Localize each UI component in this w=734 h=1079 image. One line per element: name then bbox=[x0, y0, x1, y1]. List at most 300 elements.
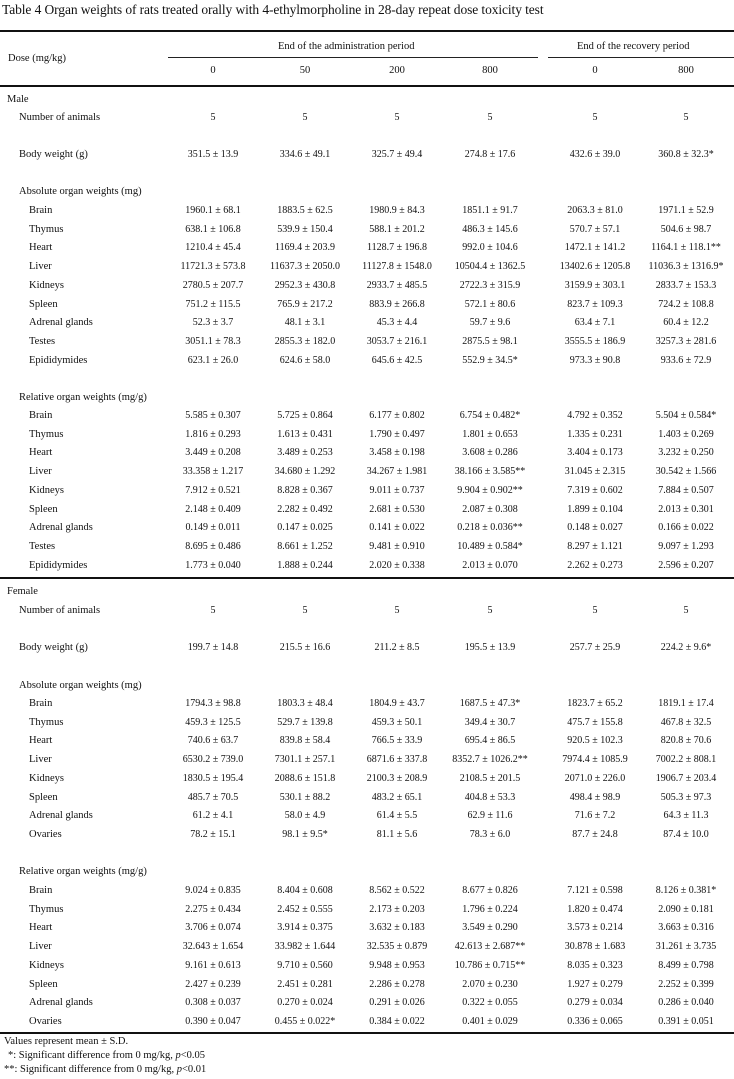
table-row bbox=[0, 773, 734, 787]
table-cell: 3.608 ± 0.286 bbox=[462, 447, 518, 459]
table-cell: 3.549 ± 0.290 bbox=[462, 922, 518, 934]
table-cell: 9.161 ± 0.613 bbox=[185, 959, 241, 971]
footnote-p005 bbox=[8, 1050, 205, 1061]
table-cell: 71.6 ± 7.2 bbox=[574, 810, 616, 822]
row-label: Body weight (g) bbox=[19, 642, 88, 653]
table-cell: 1.927 ± 0.279 bbox=[567, 978, 623, 990]
table-cell: 2.451 ± 0.281 bbox=[277, 978, 333, 990]
body-weight-row bbox=[0, 149, 734, 163]
table-cell: 1.613 ± 0.431 bbox=[277, 428, 333, 440]
table-row bbox=[0, 447, 734, 461]
row-label: Brain bbox=[29, 698, 53, 709]
table-cell: 360.8 ± 32.3* bbox=[658, 149, 714, 160]
table-cell: 211.2 ± 8.5 bbox=[374, 642, 420, 653]
row-label: Epididymides bbox=[29, 559, 88, 571]
row-label: Spleen bbox=[29, 978, 58, 990]
row-label: Adrenal glands bbox=[29, 997, 93, 1009]
dose-column-header: 0 bbox=[592, 65, 598, 76]
table-cell: 765.9 ± 217.2 bbox=[277, 298, 333, 310]
table-cell: 0.279 ± 0.034 bbox=[567, 997, 623, 1009]
table-cell: 10.786 ± 0.715** bbox=[454, 959, 526, 971]
table-cell: 30.542 ± 1.566 bbox=[655, 466, 717, 478]
table-cell: 2.262 ± 0.273 bbox=[567, 559, 623, 571]
table-cell: 992.0 ± 104.6 bbox=[462, 242, 518, 254]
footnote-text: : Significant difference from 0 mg/kg, bbox=[14, 1064, 177, 1075]
table-cell: 7.121 ± 0.598 bbox=[567, 885, 623, 896]
table-cell: 32.643 ± 1.654 bbox=[182, 941, 244, 953]
table-cell: 33.358 ± 1.217 bbox=[182, 466, 244, 478]
table-cell: 2100.3 ± 208.9 bbox=[366, 772, 428, 784]
row-label: Kidneys bbox=[29, 959, 64, 971]
table-row bbox=[0, 299, 734, 313]
table-cell: 62.9 ± 11.6 bbox=[467, 810, 513, 822]
table-cell: 0.149 ± 0.011 bbox=[185, 522, 241, 534]
table-cell: 0.141 ± 0.022 bbox=[369, 522, 425, 534]
table-cell: 1164.1 ± 118.1** bbox=[651, 242, 721, 254]
footnote-threshold: <0.01 bbox=[181, 1064, 207, 1075]
footnote-values: Values represent mean ± S.D. bbox=[4, 1036, 129, 1047]
table-cell: 0.390 ± 0.047 bbox=[185, 1015, 241, 1027]
table-cell: 1823.7 ± 65.2 bbox=[567, 698, 623, 709]
table-cell: 5 bbox=[394, 112, 400, 123]
row-label: Heart bbox=[29, 447, 53, 459]
table-cell: 257.7 ± 25.9 bbox=[569, 642, 621, 653]
table-cell: 195.5 ± 13.9 bbox=[464, 642, 516, 653]
table-cell: 33.982 ± 1.644 bbox=[274, 941, 336, 953]
table-cell: 59.7 ± 9.6 bbox=[469, 317, 511, 329]
number-of-animals-row bbox=[0, 112, 734, 126]
table-cell: 432.6 ± 39.0 bbox=[569, 149, 621, 160]
absolute-weights-title: Absolute organ weights (mg) bbox=[19, 186, 142, 197]
body-weight-row bbox=[0, 642, 734, 656]
table-cell: 1883.5 ± 62.5 bbox=[277, 205, 333, 216]
table-cell: 0.147 ± 0.025 bbox=[277, 522, 333, 534]
table-cell: 78.2 ± 15.1 bbox=[190, 828, 236, 840]
table-cell: 1906.7 ± 203.4 bbox=[655, 772, 717, 784]
row-label: Testes bbox=[29, 540, 56, 552]
table-cell: 2722.3 ± 315.9 bbox=[459, 279, 521, 291]
row-label: Ovaries bbox=[29, 1015, 62, 1027]
table-cell: 8.035 ± 0.323 bbox=[567, 959, 623, 971]
bottom-rule bbox=[0, 1032, 734, 1034]
table-cell: 1472.1 ± 141.2 bbox=[564, 242, 626, 254]
table-cell: 61.2 ± 4.1 bbox=[192, 810, 234, 822]
table-row bbox=[0, 829, 734, 843]
table-cell: 1210.4 ± 45.4 bbox=[185, 242, 241, 254]
row-label: Testes bbox=[29, 335, 56, 347]
table-cell: 5 bbox=[210, 112, 216, 123]
table-cell: 1.335 ± 0.231 bbox=[567, 428, 623, 440]
row-label: Liver bbox=[29, 466, 52, 478]
table-cell: 8.126 ± 0.381* bbox=[655, 885, 717, 896]
table-cell: 334.6 ± 49.1 bbox=[279, 149, 331, 160]
table-cell: 38.166 ± 3.585** bbox=[454, 466, 526, 478]
table-cell: 98.1 ± 9.5* bbox=[282, 828, 328, 840]
table-cell: 10.489 ± 0.584* bbox=[457, 540, 523, 552]
row-label: Spleen bbox=[29, 503, 58, 515]
table-row bbox=[0, 541, 734, 555]
table-cell: 4.792 ± 0.352 bbox=[567, 410, 623, 421]
table-cell: 31.261 ± 3.735 bbox=[655, 941, 717, 953]
table-cell: 883.9 ± 266.8 bbox=[369, 298, 425, 310]
row-label: Spleen bbox=[29, 298, 58, 310]
table-cell: 8.297 ± 1.121 bbox=[567, 540, 623, 552]
top-rule bbox=[0, 30, 734, 32]
table-cell: 1.796 ± 0.224 bbox=[462, 903, 518, 915]
footnote-threshold: <0.05 bbox=[180, 1050, 206, 1061]
table-cell: 3257.3 ± 281.6 bbox=[655, 335, 717, 347]
table-cell: 2.070 ± 0.230 bbox=[462, 978, 518, 990]
table-cell: 2.681 ± 0.530 bbox=[369, 503, 425, 515]
table-cell: 2071.0 ± 226.0 bbox=[564, 772, 626, 784]
table-row bbox=[0, 810, 734, 824]
table-cell: 1830.5 ± 195.4 bbox=[182, 772, 244, 784]
table-cell: 2.013 ± 0.301 bbox=[658, 503, 714, 515]
footnote-mark: ** bbox=[4, 1064, 15, 1075]
row-label: Number of animals bbox=[19, 605, 101, 616]
relative-weights-title: Relative organ weights (mg/g) bbox=[19, 392, 147, 403]
table-cell: 2933.7 ± 485.5 bbox=[366, 279, 428, 291]
table-cell: 1.790 ± 0.497 bbox=[369, 428, 425, 440]
table-cell: 459.3 ± 125.5 bbox=[185, 716, 241, 728]
table-cell: 8.695 ± 0.486 bbox=[185, 540, 241, 552]
table-cell: 695.4 ± 86.5 bbox=[464, 735, 516, 747]
female-section-title: Female bbox=[7, 586, 38, 597]
table-cell: 42.613 ± 2.687** bbox=[454, 941, 526, 953]
table-cell: 0.401 ± 0.029 bbox=[462, 1015, 518, 1027]
table-cell: 2.596 ± 0.207 bbox=[658, 559, 714, 571]
table-cell: 5.725 ± 0.864 bbox=[277, 410, 333, 421]
table-cell: 724.2 ± 108.8 bbox=[658, 298, 714, 310]
table-cell: 34.680 ± 1.292 bbox=[274, 466, 336, 478]
table-cell: 570.7 ± 57.1 bbox=[569, 223, 621, 235]
table-cell: 5.504 ± 0.584* bbox=[655, 410, 717, 421]
table-cell: 9.097 ± 1.293 bbox=[658, 540, 714, 552]
table-cell: 2.252 ± 0.399 bbox=[658, 978, 714, 990]
table-cell: 0.218 ± 0.036** bbox=[457, 522, 523, 534]
table-cell: 325.7 ± 49.4 bbox=[371, 149, 423, 160]
table-cell: 7.319 ± 0.602 bbox=[567, 484, 623, 496]
table-cell: 3.632 ± 0.183 bbox=[369, 922, 425, 934]
table-row bbox=[0, 280, 734, 294]
table-cell: 2875.5 ± 98.1 bbox=[462, 335, 518, 347]
footnote-p: p bbox=[175, 1050, 181, 1061]
table-cell: 8.499 ± 0.798 bbox=[658, 959, 714, 971]
table-row bbox=[0, 485, 734, 499]
table-row bbox=[0, 336, 734, 350]
table-cell: 87.4 ± 10.0 bbox=[663, 828, 709, 840]
table-cell: 2855.3 ± 182.0 bbox=[274, 335, 336, 347]
table-cell: 34.267 ± 1.981 bbox=[366, 466, 428, 478]
table-cell: 5 bbox=[592, 112, 598, 123]
dose-column-header: 800 bbox=[678, 65, 694, 76]
table-cell: 933.6 ± 72.9 bbox=[660, 354, 712, 366]
table-cell: 8352.7 ± 1026.2** bbox=[452, 754, 528, 766]
dose-column-header: 0 bbox=[210, 65, 216, 76]
table-cell: 5.585 ± 0.307 bbox=[185, 410, 241, 421]
table-cell: 7002.2 ± 808.1 bbox=[655, 754, 717, 766]
table-row bbox=[0, 960, 734, 974]
table-cell: 0.391 ± 0.051 bbox=[658, 1015, 714, 1027]
table-cell: 0.322 ± 0.055 bbox=[462, 997, 518, 1009]
table-cell: 820.8 ± 70.6 bbox=[660, 735, 712, 747]
table-row bbox=[0, 205, 734, 219]
row-label: Adrenal glands bbox=[29, 317, 93, 329]
table-cell: 572.1 ± 80.6 bbox=[464, 298, 516, 310]
table-cell: 2063.3 ± 81.0 bbox=[567, 205, 623, 216]
table-cell: 2.452 ± 0.555 bbox=[277, 903, 333, 915]
table-cell: 404.8 ± 53.3 bbox=[464, 791, 516, 803]
row-label: Thymus bbox=[29, 716, 64, 728]
table-cell: 3.663 ± 0.316 bbox=[658, 922, 714, 934]
table-cell: 2.148 ± 0.409 bbox=[185, 503, 241, 515]
table-row bbox=[0, 941, 734, 955]
table-cell: 5 bbox=[683, 112, 689, 123]
row-label: Thymus bbox=[29, 223, 64, 235]
relative-weights-title: Relative organ weights (mg/g) bbox=[19, 866, 147, 877]
table-cell: 740.6 ± 63.7 bbox=[187, 735, 239, 747]
table-cell: 624.6 ± 58.0 bbox=[279, 354, 331, 366]
row-label: Kidneys bbox=[29, 772, 64, 784]
table-cell: 2.282 ± 0.492 bbox=[277, 503, 333, 515]
table-cell: 2.275 ± 0.434 bbox=[185, 903, 241, 915]
table-cell: 9.481 ± 0.910 bbox=[369, 540, 425, 552]
row-label: Heart bbox=[29, 242, 53, 254]
table-cell: 2.087 ± 0.308 bbox=[462, 503, 518, 515]
table-cell: 3.706 ± 0.074 bbox=[185, 922, 241, 934]
table-cell: 1803.3 ± 48.4 bbox=[277, 698, 333, 709]
table-cell: 31.045 ± 2.315 bbox=[564, 466, 626, 478]
row-label: Heart bbox=[29, 922, 53, 934]
table-cell: 530.1 ± 88.2 bbox=[279, 791, 331, 803]
table-cell: 638.1 ± 106.8 bbox=[185, 223, 241, 235]
table-cell: 1851.1 ± 91.7 bbox=[462, 205, 518, 216]
table-cell: 3.914 ± 0.375 bbox=[277, 922, 333, 934]
row-label: Brain bbox=[29, 205, 53, 216]
table-cell: 32.535 ± 0.879 bbox=[366, 941, 428, 953]
table-row bbox=[0, 261, 734, 275]
table-cell: 5 bbox=[302, 112, 308, 123]
table-cell: 3.404 ± 0.173 bbox=[567, 447, 623, 459]
table-cell: 3.449 ± 0.208 bbox=[185, 447, 241, 459]
row-label: Kidneys bbox=[29, 484, 64, 496]
dose-column-header: 800 bbox=[482, 65, 498, 76]
table-cell: 588.1 ± 201.2 bbox=[369, 223, 425, 235]
table-cell: 0.336 ± 0.065 bbox=[567, 1015, 623, 1027]
table-cell: 3.489 ± 0.253 bbox=[277, 447, 333, 459]
recovery-period-rule bbox=[548, 57, 734, 58]
table-caption: Table 4 Organ weights of rats treated orally with 4-ethylmorpholine in 28-day repeat dose toxicity test bbox=[2, 2, 544, 17]
table-cell: 5 bbox=[394, 605, 400, 616]
row-label: Number of animals bbox=[19, 112, 101, 123]
row-label: Liver bbox=[29, 261, 52, 273]
table-cell: 2.020 ± 0.338 bbox=[369, 559, 425, 571]
dose-header: Dose (mg/kg) bbox=[8, 53, 67, 64]
table-cell: 1128.7 ± 196.8 bbox=[366, 242, 428, 254]
table-cell: 623.1 ± 26.0 bbox=[187, 354, 239, 366]
absolute-weights-title: Absolute organ weights (mg) bbox=[19, 680, 142, 691]
table-cell: 920.5 ± 102.3 bbox=[567, 735, 623, 747]
table-cell: 0.308 ± 0.037 bbox=[185, 997, 241, 1009]
table-cell: 0.291 ± 0.026 bbox=[369, 997, 425, 1009]
section-divider bbox=[0, 577, 734, 579]
row-label: Brain bbox=[29, 410, 53, 421]
table-cell: 3555.5 ± 186.9 bbox=[564, 335, 626, 347]
table-cell: 81.1 ± 5.6 bbox=[376, 828, 418, 840]
footnote-p: p bbox=[176, 1064, 182, 1075]
table-cell: 52.3 ± 3.7 bbox=[192, 317, 234, 329]
table-cell: 5 bbox=[302, 605, 308, 616]
table-row bbox=[0, 429, 734, 443]
table-cell: 63.4 ± 7.1 bbox=[574, 317, 616, 329]
table-cell: 9.024 ± 0.835 bbox=[185, 885, 241, 896]
table-cell: 1980.9 ± 84.3 bbox=[369, 205, 425, 216]
table-cell: 0.455 ± 0.022* bbox=[274, 1015, 336, 1027]
table-cell: 1971.1 ± 52.9 bbox=[658, 205, 714, 216]
table-row bbox=[0, 792, 734, 806]
table-cell: 349.4 ± 30.7 bbox=[464, 716, 516, 728]
table-cell: 3051.1 ± 78.3 bbox=[185, 335, 241, 347]
table-cell: 645.6 ± 42.5 bbox=[371, 354, 423, 366]
table-cell: 485.7 ± 70.5 bbox=[187, 791, 239, 803]
number-of-animals-row bbox=[0, 605, 734, 619]
table-cell: 498.4 ± 98.9 bbox=[569, 791, 621, 803]
table-cell: 60.4 ± 12.2 bbox=[663, 317, 709, 329]
table-cell: 58.0 ± 4.9 bbox=[284, 810, 326, 822]
table-cell: 1.899 ± 0.104 bbox=[567, 503, 623, 515]
table-row bbox=[0, 997, 734, 1011]
table-row bbox=[0, 504, 734, 518]
table-cell: 1169.4 ± 203.9 bbox=[274, 242, 336, 254]
table-row bbox=[0, 522, 734, 536]
admin-period-header: End of the administration period bbox=[278, 41, 415, 52]
table-cell: 7301.1 ± 257.1 bbox=[274, 754, 336, 766]
table-cell: 504.6 ± 98.7 bbox=[660, 223, 712, 235]
row-label: Adrenal glands bbox=[29, 810, 93, 822]
table-row bbox=[0, 698, 734, 712]
table-cell: 2952.3 ± 430.8 bbox=[274, 279, 336, 291]
table-cell: 0.166 ± 0.022 bbox=[658, 522, 714, 534]
table-cell: 10504.4 ± 1362.5 bbox=[454, 261, 526, 273]
table-cell: 7974.4 ± 1085.9 bbox=[562, 754, 628, 766]
table-cell: 9.948 ± 0.953 bbox=[369, 959, 425, 971]
table-cell: 48.1 ± 3.1 bbox=[284, 317, 326, 329]
table-cell: 467.8 ± 32.5 bbox=[660, 716, 712, 728]
table-cell: 0.384 ± 0.022 bbox=[369, 1015, 425, 1027]
table-cell: 1.888 ± 0.244 bbox=[277, 559, 333, 571]
table-cell: 11721.3 ± 573.8 bbox=[180, 261, 246, 273]
row-label: Epididymides bbox=[29, 354, 88, 366]
table-cell: 3159.9 ± 303.1 bbox=[564, 279, 626, 291]
table-cell: 215.5 ± 16.6 bbox=[279, 642, 331, 653]
table-row bbox=[0, 754, 734, 768]
table-cell: 199.7 ± 14.8 bbox=[187, 642, 239, 653]
table-cell: 1.816 ± 0.293 bbox=[185, 428, 241, 440]
row-label: Spleen bbox=[29, 791, 58, 803]
table-cell: 2.286 ± 0.278 bbox=[369, 978, 425, 990]
table-row bbox=[0, 355, 734, 369]
table-cell: 11637.3 ± 2050.0 bbox=[269, 261, 341, 273]
table-cell: 1.773 ± 0.040 bbox=[185, 559, 241, 571]
table-cell: 5 bbox=[683, 605, 689, 616]
table-row bbox=[0, 717, 734, 731]
table-cell: 8.562 ± 0.522 bbox=[369, 885, 425, 896]
table-cell: 1.801 ± 0.653 bbox=[462, 428, 518, 440]
table-cell: 3.573 ± 0.214 bbox=[567, 922, 623, 934]
table-cell: 274.8 ± 17.6 bbox=[464, 149, 516, 160]
table-row bbox=[0, 242, 734, 256]
table-row bbox=[0, 1016, 734, 1030]
recovery-period-header: End of the recovery period bbox=[577, 41, 690, 52]
male-section-title: Male bbox=[7, 94, 29, 105]
table-cell: 539.9 ± 150.4 bbox=[277, 223, 333, 235]
row-label: Ovaries bbox=[29, 828, 62, 840]
table-cell: 351.5 ± 13.9 bbox=[187, 149, 239, 160]
table-cell: 973.3 ± 90.8 bbox=[569, 354, 621, 366]
footnote-mark: * bbox=[8, 1050, 14, 1061]
dose-column-header: 200 bbox=[389, 65, 405, 76]
table-cell: 1687.5 ± 47.3* bbox=[459, 698, 521, 709]
footnote-text: : Significant difference from 0 mg/kg, bbox=[13, 1050, 176, 1061]
table-cell: 2088.6 ± 151.8 bbox=[274, 772, 336, 784]
table-cell: 8.661 ± 1.252 bbox=[277, 540, 333, 552]
admin-period-rule bbox=[168, 57, 538, 58]
table-cell: 0.148 ± 0.027 bbox=[567, 522, 623, 534]
table-cell: 5 bbox=[487, 605, 493, 616]
table-row bbox=[0, 466, 734, 480]
table-cell: 3.232 ± 0.250 bbox=[658, 447, 714, 459]
row-label: Brain bbox=[29, 885, 53, 896]
table-cell: 1794.3 ± 98.8 bbox=[185, 698, 241, 709]
table-row bbox=[0, 735, 734, 749]
table-cell: 1.820 ± 0.474 bbox=[567, 903, 623, 915]
table-row bbox=[0, 885, 734, 899]
table-cell: 529.7 ± 139.8 bbox=[277, 716, 333, 728]
table-cell: 3053.7 ± 216.1 bbox=[366, 335, 428, 347]
table-cell: 6530.2 ± 739.0 bbox=[182, 754, 244, 766]
dose-column-header: 50 bbox=[299, 65, 311, 76]
table-cell: 6871.6 ± 337.8 bbox=[366, 754, 428, 766]
table-cell: 1804.9 ± 43.7 bbox=[369, 698, 425, 709]
table-cell: 751.2 ± 115.5 bbox=[185, 298, 241, 310]
table-cell: 2.013 ± 0.070 bbox=[462, 559, 518, 571]
table-row bbox=[0, 224, 734, 238]
table-cell: 1.403 ± 0.269 bbox=[658, 428, 714, 440]
table-cell: 30.878 ± 1.683 bbox=[564, 941, 626, 953]
table-cell: 1960.1 ± 68.1 bbox=[185, 205, 241, 216]
table-cell: 2.173 ± 0.203 bbox=[369, 903, 425, 915]
table-cell: 3.458 ± 0.198 bbox=[369, 447, 425, 459]
table-row bbox=[0, 560, 734, 574]
table-row bbox=[0, 317, 734, 331]
table-cell: 61.4 ± 5.5 bbox=[376, 810, 418, 822]
row-label: Thymus bbox=[29, 428, 64, 440]
table-cell: 13402.6 ± 1205.8 bbox=[559, 261, 631, 273]
row-label: Body weight (g) bbox=[19, 149, 88, 160]
table-cell: 5 bbox=[592, 605, 598, 616]
table-cell: 11036.3 ± 1316.9* bbox=[648, 261, 724, 273]
table-cell: 8.677 ± 0.826 bbox=[462, 885, 518, 896]
table-cell: 5 bbox=[487, 112, 493, 123]
table-cell: 2833.7 ± 153.3 bbox=[655, 279, 717, 291]
row-label: Adrenal glands bbox=[29, 522, 93, 534]
table-cell: 6.754 ± 0.482* bbox=[459, 410, 521, 421]
table-cell: 766.5 ± 33.9 bbox=[371, 735, 423, 747]
table-cell: 45.3 ± 4.4 bbox=[376, 317, 418, 329]
row-label: Kidneys bbox=[29, 279, 64, 291]
table-row bbox=[0, 410, 734, 424]
table-cell: 839.8 ± 58.4 bbox=[279, 735, 331, 747]
